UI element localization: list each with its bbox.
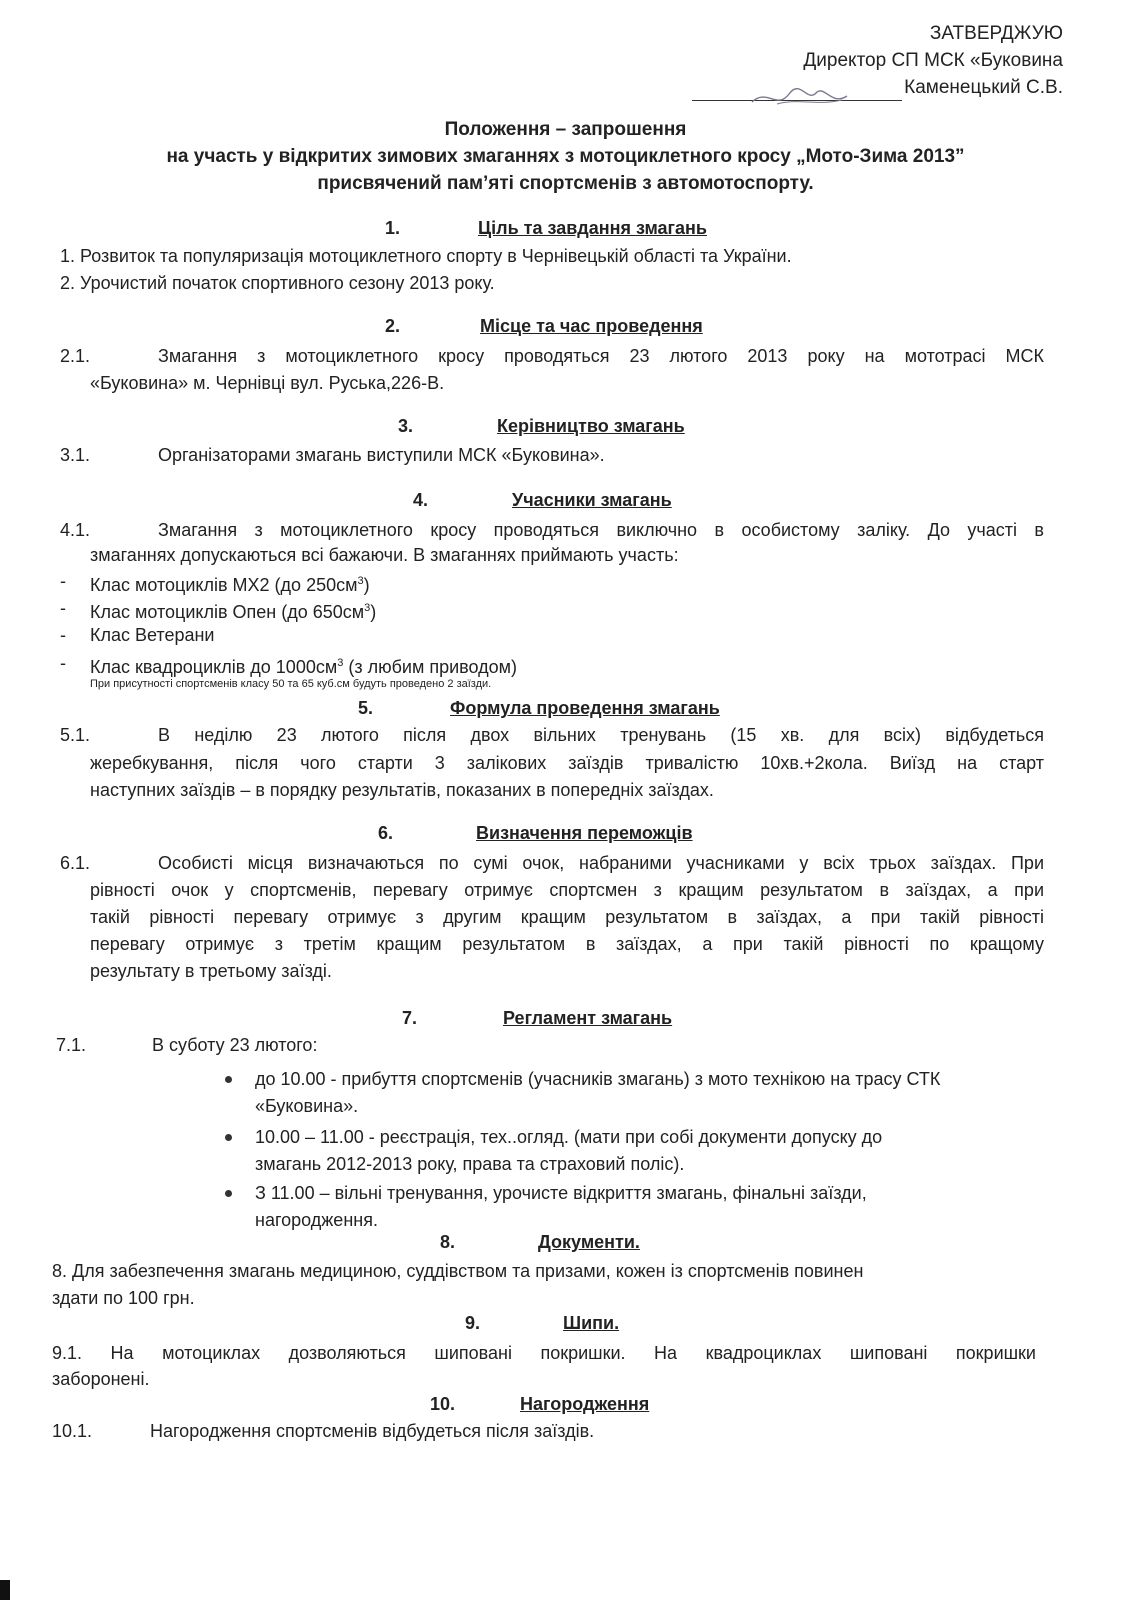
- superscript: 3: [357, 575, 364, 587]
- section-number: 1.: [385, 218, 401, 238]
- section-2-heading: [0, 316, 1131, 340]
- approval-heading: ЗАТВЕРДЖУЮ: [929, 23, 1063, 44]
- text-line: заборонені.: [52, 1369, 150, 1389]
- clause-text: [52, 1340, 1036, 1367]
- section-number: 7.: [402, 1008, 418, 1028]
- class-item: [90, 622, 215, 649]
- class-label: Клас Ветерани: [90, 625, 215, 645]
- text-line: «Буковина».: [255, 1096, 359, 1116]
- class-label-tail: ): [370, 602, 377, 622]
- title-line-2: на участь у відкритих зимових змаганнях з мотоциклетного кросу „Мото-Зима 2013”: [166, 146, 965, 167]
- document-title: [0, 116, 1131, 197]
- text-line: змаганнях допускаються всі бажаючи. В змаганнях приймають участь:: [90, 545, 679, 565]
- class-item: [90, 650, 517, 681]
- scan-edge-mark: [0, 1580, 10, 1600]
- superscript: 3: [337, 657, 344, 669]
- clause-text: Організаторами змагань виступили МСК «Буковина».: [158, 445, 605, 465]
- text-line: рівності очок у спортсменів, перевагу отримує спортсмен з кращим результатом в заїздах, а при: [90, 880, 1044, 900]
- bullet-icon: [225, 1134, 232, 1141]
- text-line: Змагання з мотоциклетного кросу проводяться виключно в особистому заліку. До участі в: [158, 520, 1044, 540]
- text-line: Особисті місця визначаються по сумі очок, набраними учасниками у всіх трьох заїздах. При: [158, 853, 1044, 873]
- text-line: жеребкування, після чого старти 3 залікових заїздів тривалістю 10хв.+2кола. Виїзд на старт: [90, 753, 1044, 773]
- text-line: результату в третьому заїзді.: [90, 961, 332, 981]
- signature-icon: [747, 84, 857, 110]
- text-line: «Буковина» м. Чернівці вул. Руська,226-В.: [90, 373, 445, 393]
- section-8-heading: [0, 1232, 1131, 1256]
- text-line: В неділю 23 лютого після двох вільних тренувань (15 хв. для всіх) відбудеться: [158, 725, 1044, 745]
- section-5-heading: [0, 698, 1131, 722]
- text-line: до 10.00 - прибуття спортсменів (учасників змагань) з мото технікою на трасу СТК: [255, 1069, 941, 1089]
- bullet-icon: [225, 1190, 232, 1197]
- clause-text: Нагородження спортсменів відбудеться після заїздів.: [150, 1421, 595, 1441]
- list-dash: -: [60, 625, 66, 645]
- section-6-heading: [0, 823, 1131, 847]
- text-line: нагородження.: [255, 1210, 378, 1230]
- section-4-heading: [0, 490, 1131, 514]
- clause-number: 4.1.: [60, 520, 91, 540]
- clause-text: [90, 877, 1044, 985]
- section-number: 6.: [378, 823, 394, 843]
- clause-number: 10.1.: [52, 1421, 93, 1441]
- section-title: Документи.: [538, 1232, 640, 1252]
- superscript: 3: [364, 602, 371, 614]
- text-line: 8. Для забезпечення змагань медициною, суддівством та призами, кожен із спортсменів повинен: [52, 1261, 864, 1281]
- list-dash: -: [60, 653, 66, 673]
- section-3-heading: [0, 416, 1131, 440]
- text-line: такій рівності перевагу отримує з другим кращим результатом в заїздах, а при такій рівності: [90, 907, 1044, 927]
- list-dash: -: [60, 598, 66, 618]
- section-number: 8.: [440, 1232, 456, 1252]
- section-title: Нагородження: [520, 1394, 650, 1414]
- approval-block: [692, 20, 1063, 101]
- list-item: 2. Урочистий початок спортивного сезону 2013 року.: [60, 273, 495, 293]
- approval-position: Директор СП МСК «Буковина: [803, 50, 1063, 71]
- section-title: Визначення переможців: [476, 823, 693, 843]
- section-title: Ціль та завдання змагань: [478, 218, 707, 238]
- section-number: 5.: [358, 698, 374, 718]
- footnote: При присутності спортсменів класу 50 та 65 куб.см будуть проведено 2 заїзди.: [90, 678, 492, 690]
- text-line: Змагання з мотоциклетного кросу проводяться 23 лютого 2013 року на мототрасі МСК: [158, 346, 1044, 366]
- section-title: Учасники змагань: [512, 490, 672, 510]
- section-number: 2.: [385, 316, 401, 336]
- section-title: Формула проведення змагань: [450, 698, 720, 718]
- text-line: З 11.00 – вільні тренування, урочисте відкриття змагань, фінальні заїзди,: [255, 1183, 867, 1203]
- clause-text: [158, 343, 1044, 370]
- section-1-heading: [0, 218, 1131, 242]
- class-label-tail: (з любим приводом): [343, 657, 518, 677]
- section-number: 3.: [398, 416, 414, 436]
- text-line: змагань 2012-2013 року, права та страховий поліс).: [255, 1154, 685, 1174]
- clause-text: [90, 750, 1044, 777]
- clause-text: [158, 722, 1044, 749]
- text-line: перевагу отримує з третім кращим результатом в заїздах, а при такій рівності по кращому: [90, 934, 1044, 954]
- signature-line: [692, 80, 902, 101]
- clause-number: 5.1.: [60, 725, 91, 745]
- list-item: 1. Розвиток та популяризація мотоциклетного спорту в Чернівецькій області та України.: [60, 246, 792, 266]
- class-label-tail: ): [363, 575, 370, 595]
- title-line-3: присвячений пам’яті спортсменів з автомотоспорту.: [317, 173, 814, 194]
- list-dash: -: [60, 571, 66, 591]
- section-10-heading: [0, 1394, 1131, 1418]
- section-title: Шипи.: [563, 1313, 620, 1333]
- section-title: Керівництво змагань: [497, 416, 685, 436]
- class-label: Клас мотоциклів Опен (до 650см: [90, 602, 365, 622]
- text-line: наступних заїздів – в порядку результатів, показаних в попередніх заїздах.: [90, 780, 714, 800]
- bullet-icon: [225, 1076, 232, 1083]
- clause-text: [158, 850, 1044, 877]
- class-label: Клас квадроциклів до 1000см: [90, 657, 338, 677]
- section-number: 4.: [413, 490, 429, 510]
- title-line-1: Положення – запрошення: [444, 119, 687, 140]
- text-line: 9.1. На мотоциклах дозволяються шиповані покришки. На квадроциклах шиповані покришки: [52, 1343, 1036, 1363]
- text-line: 10.00 – 11.00 - реєстрація, тех..огляд. (мати при собі документи допуску до: [255, 1127, 883, 1147]
- clause-number: 2.1.: [60, 346, 91, 366]
- class-label: Клас мотоциклів МХ2 (до 250см: [90, 575, 358, 595]
- section-title: Місце та час проведення: [480, 316, 703, 336]
- clause-intro: В суботу 23 лютого:: [152, 1035, 318, 1055]
- approval-signatory: Каменецький С.В.: [904, 77, 1063, 98]
- section-9-heading: [0, 1313, 1131, 1337]
- section-number: 10.: [430, 1394, 456, 1414]
- text-line: здати по 100 грн.: [52, 1288, 195, 1308]
- clause-text: [158, 517, 1044, 544]
- section-title: Регламент змагань: [503, 1008, 673, 1028]
- section-7-heading: [0, 1008, 1131, 1032]
- clause-number: 6.1.: [60, 853, 91, 873]
- clause-number: 7.1.: [56, 1035, 87, 1055]
- approval-signatory-row: [692, 74, 1063, 101]
- section-number: 9.: [465, 1313, 481, 1333]
- clause-number: 3.1.: [60, 445, 91, 465]
